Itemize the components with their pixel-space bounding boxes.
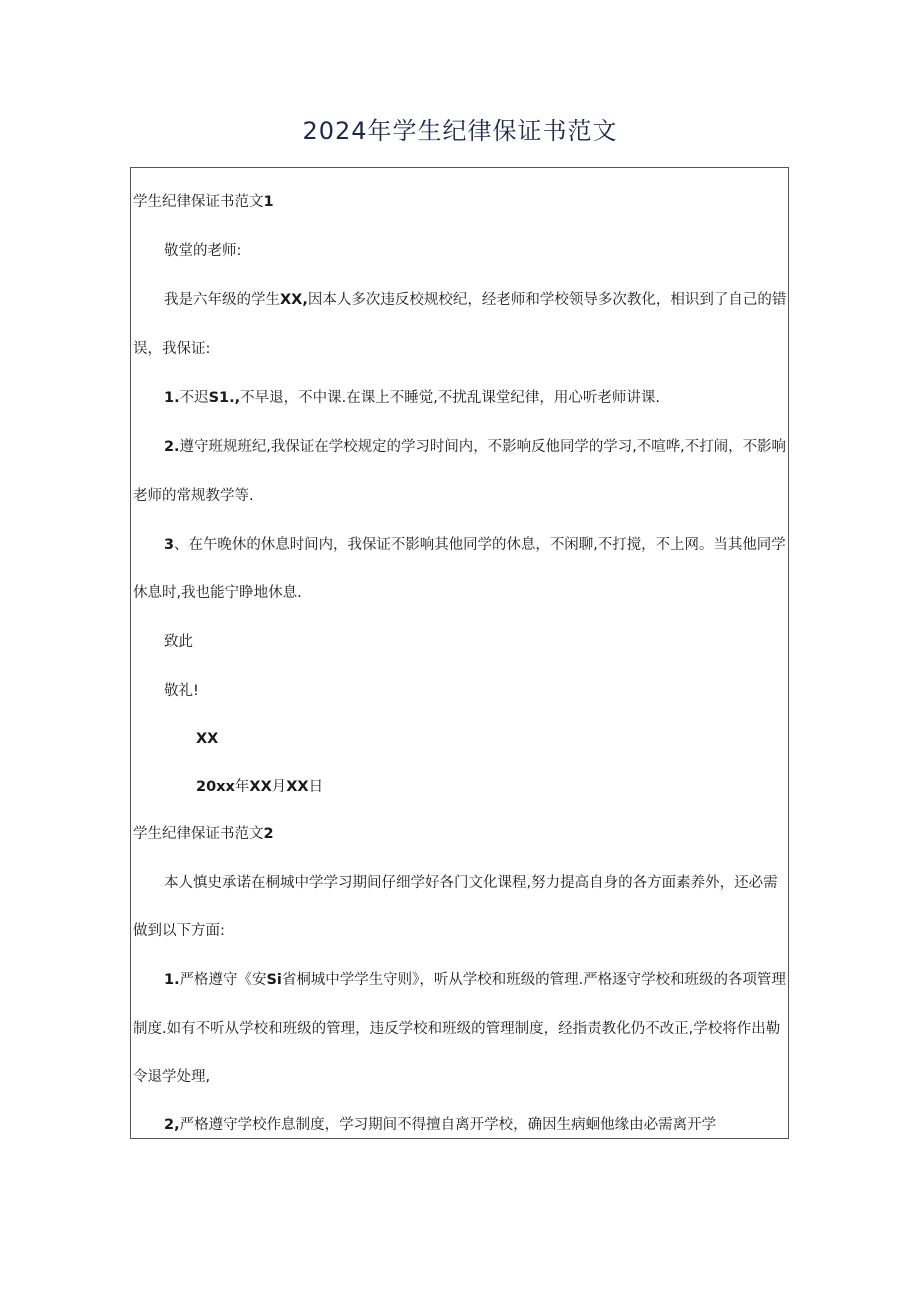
section-2-intro-line-2: 做到以下方面: [133, 923, 225, 939]
section-2-intro-line-1: 本人慎史承诺在桐城中学学习期间仔细学好各门文化课程,努力提高自身的各方面素养外，还必需 [164, 875, 778, 891]
document-body-frame [130, 167, 789, 1139]
closing-line-1: 致此 [164, 634, 193, 650]
pledge-item-3-line-2: 休息时,我也能宁睁地休息. [133, 585, 302, 601]
closing-line-2: 敬礼! [164, 683, 199, 699]
paragraph-1-line-2: 误，我保证: [133, 341, 211, 357]
signature-name: XX [196, 731, 219, 747]
rule-item-1-line-2: 制度.如有不听从学校和班级的管理，违反学校和班级的管理制度，经指责教化仍不改正,学校将作出勒 [133, 1021, 781, 1037]
rule-item-1-line-3: 令退学处理, [133, 1069, 211, 1085]
greeting: 敬堂的老师: [164, 243, 242, 259]
page-title: 2024年学生纪律保证书范文 [302, 117, 618, 145]
rule-item-2-line-1: 2,严格遵守学校作息制度，学习期间不得擅自离开学校，确因生病蛔他缘由必需离开学 [164, 1117, 717, 1133]
paragraph-1-line-1: 我是六年级的学生XX,因本人多次违反校规校纪，经老师和学校领导多次教化，相识到了自己的错 [164, 292, 787, 308]
rule-item-1-line-1: 1.严格遵守《安Si省桐城中学学生守则》，听从学校和班级的管理.严格逐守学校和班级的各项管理 [164, 972, 786, 988]
section-1-heading: 学生纪律保证书范文1 [133, 194, 274, 210]
section-2-heading: 学生纪律保证书范文2 [133, 826, 274, 842]
signature-date: 20xx年XX月XX日 [196, 779, 324, 795]
pledge-item-2-line-2: 老师的常规教学等. [133, 488, 254, 504]
pledge-item-3-line-1: 3、在午晚休的休息时间内，我保证不影响其他同学的休息，不闲聊,不打搅，不上网。当其他同学 [164, 537, 786, 553]
pledge-item-2-line-1: 2.遵守班规班纪,我保证在学校规定的学习时间内，不影响反他同学的学习,不喧哗,不打闹，不影响 [164, 439, 786, 455]
pledge-item-1: 1.不迟S1.,不早退，不中课.在课上不睡觉,不扰乱课堂纪律，用心听老师讲课. [164, 390, 660, 406]
